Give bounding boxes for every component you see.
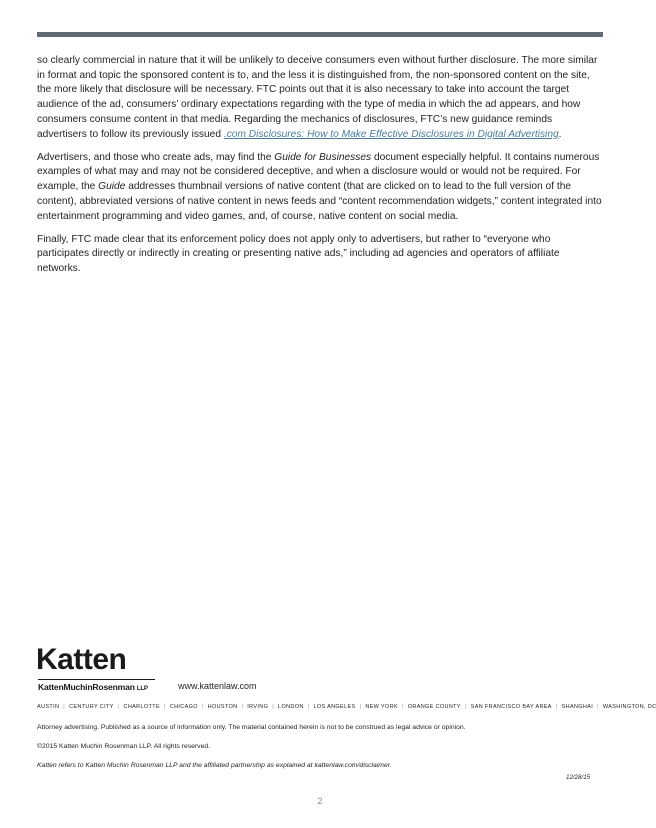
office-separator: | — [241, 704, 244, 710]
office-item: CENTURY CITY — [69, 704, 114, 710]
office-separator: | — [464, 704, 467, 710]
office-item: IRVING — [247, 704, 269, 710]
office-locations — [37, 704, 656, 710]
office-separator: | — [163, 704, 166, 710]
paragraph-2-text-a: Advertisers, and those who create ads, may find the — [37, 151, 275, 163]
paragraph-3: Finally, FTC made clear that its enforcement policy does not apply only to advertisers, but rather to “everyone who participates directly or indirectly in creating or presenting native ads,” including ad agencies and operators of affiliate networks. — [37, 233, 560, 275]
disclaimer-notice: Katten refers to Katten Muchin Rosenman LLP and the affiliated partnership as explained at kattenlaw.com/disclaimer. — [37, 762, 392, 769]
paragraph-2-text-b: document especially helpful. It contains numerous examples of what may and may not be considered deceptive, and when a disclosure would or would not be required. For example, the — [37, 151, 600, 193]
website-link[interactable]: www.kattenlaw.com — [178, 681, 257, 691]
header-rule — [37, 32, 603, 37]
office-separator: | — [401, 704, 404, 710]
office-item: NEW YORK — [365, 704, 398, 710]
office-item: CHICAGO — [169, 704, 198, 710]
office-separator: | — [597, 704, 599, 710]
paragraph-2 — [37, 151, 603, 225]
office-item: ORANGE COUNTY — [407, 704, 461, 710]
office-item: WASHINGTON, DC — [602, 704, 656, 710]
office-item: LONDON — [278, 704, 304, 710]
firm-name-logo — [38, 682, 148, 692]
katten-logo: Katten — [36, 643, 127, 676]
office-separator: | — [63, 704, 66, 710]
paragraph-1-text: so clearly commercial in nature that it will be unlikely to deceive consumers even without further disclosure. The more similar in format and topic the sponsored content is to, and the less it is distinguished from, the non-sponsored content on the site, the more likely that disclosure will be necessary. FTC points out that it is also necessary to take into account the target audience of the ad, consumers’ ordinary expectations regarding with the type of media in which the ad appears, and how consumers consume content in that media. Regarding the mechanics of disclosures, FTC’s new guidance reminds advertisers to follow its previously issued — [37, 55, 598, 140]
firm-name: KattenMuchinRosenman — [38, 682, 135, 692]
office-item: CHARLOTTE — [123, 704, 160, 710]
paragraph-1 — [37, 54, 603, 142]
attorney-advertising-notice: Attorney advertising. Published as a source of information only. The material contained herein is not to be construed as legal advice or opinion. — [37, 724, 466, 731]
publication-date: 12/28/15 — [566, 774, 591, 781]
firm-llp: LLP — [136, 685, 148, 692]
office-separator: | — [201, 704, 204, 710]
office-separator: | — [359, 704, 362, 710]
guide-emphasis: Guide — [98, 181, 126, 193]
guide-title-emphasis: Guide for Businesses — [274, 151, 372, 163]
logo-rule — [38, 679, 155, 680]
office-separator: | — [307, 704, 310, 710]
paragraph-1-end: . — [558, 128, 562, 140]
office-separator: | — [272, 704, 275, 710]
office-item: SAN FRANCISCO BAY AREA — [470, 704, 552, 710]
office-item: HOUSTON — [207, 704, 238, 710]
office-separator: | — [117, 704, 120, 710]
disclosures-guide-link[interactable]: .com Disclosures: How to Make Effective Disclosures in Digital Advertising — [223, 128, 559, 140]
office-item: AUSTIN — [37, 704, 60, 710]
paragraph-2-text-c: addresses thumbnail versions of native content (that are clicked on to lead to the full version of the content), abbreviated versions of native content in news feeds and “content recommendation widgets,” content integrated into entertainment programming and video games, and, of course, native content on social media. — [37, 181, 602, 222]
article-body — [37, 54, 603, 285]
office-separator: | — [555, 704, 558, 710]
page-number: 2 — [317, 796, 323, 806]
copyright-notice: ©2015 Katten Muchin Rosenman LLP. All rights reserved. — [37, 743, 211, 750]
office-item: SHANGHAI — [561, 704, 594, 710]
office-item: LOS ANGELES — [313, 704, 356, 710]
